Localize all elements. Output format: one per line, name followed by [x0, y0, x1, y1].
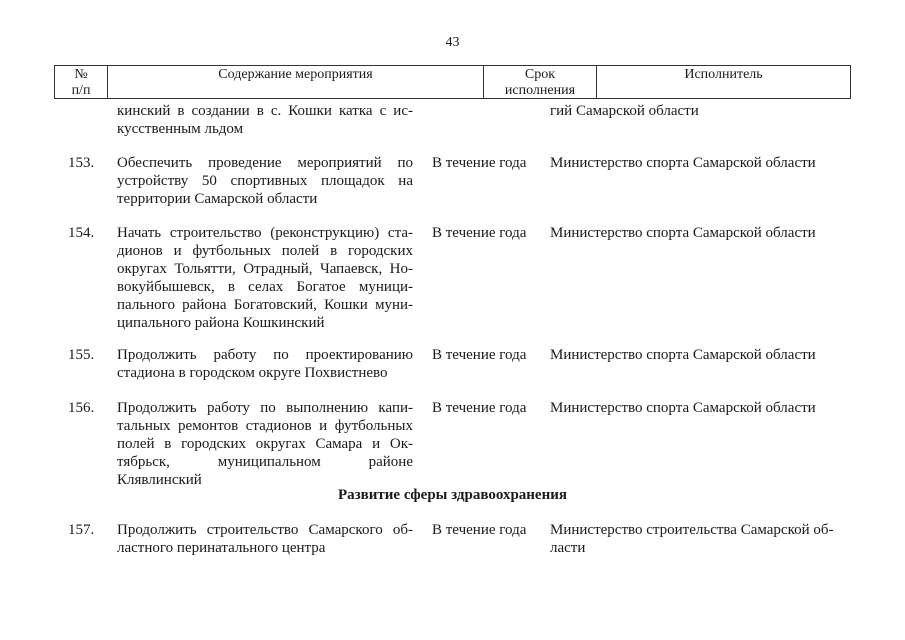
row-number: 157. [68, 522, 95, 538]
text-line: кинский в создании в с. Кошки катка с ис- [117, 103, 413, 119]
header-term-line1: Срок [524, 67, 556, 82]
text-line: Обеспечить проведение мероприятий по [117, 155, 413, 171]
row-number: 153. [68, 155, 95, 171]
row-content [117, 346, 413, 382]
section-title: Развитие сферы здравоохранения [337, 487, 567, 503]
row-content [117, 521, 413, 557]
header-number-line2: п/п [71, 83, 91, 98]
text-line: территории Самарской области [117, 191, 318, 207]
text-line: стадиона в городском округе Похвистнево [117, 365, 388, 381]
text-line: тальных ремонтов стадионов и футбольных [117, 418, 413, 434]
row-content [117, 224, 413, 332]
text-line: Министерство спорта Самарской области [550, 155, 816, 171]
page-number: 43 [445, 35, 460, 50]
row-term: В течение года [432, 225, 527, 241]
text-line: пального района Богатовский, Кошки муни- [117, 297, 413, 313]
header-content: Содержание мероприятия [108, 66, 484, 99]
text-line: Министерство спорта Самарской области [550, 400, 816, 416]
row-executor [550, 521, 850, 557]
text-line: Министерство спорта Самарской области [550, 225, 816, 241]
header-term-line2: исполнения [504, 83, 576, 98]
text-line: Министерство строительства Самарской об- [550, 522, 834, 538]
row-executor [550, 154, 850, 172]
row-number: 156. [68, 400, 95, 416]
text-line: округах Тольятти, Отрадный, Чапаевск, Но- [117, 261, 413, 277]
text-line: устройству 50 спортивных площадок на [117, 173, 413, 189]
table-header [54, 65, 851, 99]
row-term: В течение года [432, 400, 527, 416]
text-line: тябрьск, муниципальном районе Клявлинский [117, 454, 413, 488]
text-line: дионов и футбольных полей в городских [117, 243, 413, 259]
text-line: Продолжить работу по выполнению капи- [117, 400, 413, 416]
row-term: В течение года [432, 522, 527, 538]
header-term [484, 66, 597, 99]
row-executor [550, 224, 850, 242]
row-content [117, 154, 413, 208]
text-line: кусственным льдом [117, 121, 244, 137]
row-term: В течение года [432, 347, 527, 363]
text-line: ласти [550, 540, 586, 556]
text-line: полей в городских округах Самара и Ок- [117, 436, 413, 452]
text-line: Министерство спорта Самарской области [550, 347, 816, 363]
row-content [117, 399, 413, 489]
header-number [55, 66, 108, 99]
row-number: 155. [68, 347, 95, 363]
row-executor [550, 399, 850, 417]
text-line: ластного перинатального центра [117, 540, 326, 556]
text-line: вокуйбышевск, в селах Богатое муници- [117, 279, 413, 295]
text-line: Продолжить строительство Самарского об- [117, 522, 413, 538]
text-line: Начать строительство (реконструкцию) ста- [117, 225, 413, 241]
text-line: гий Самарской области [550, 103, 699, 119]
row-executor [550, 346, 850, 364]
header-number-line1: № [74, 67, 88, 82]
row-number: 154. [68, 225, 95, 241]
row-executor [550, 102, 850, 120]
header-executor: Исполнитель [684, 67, 763, 82]
row-content [117, 102, 413, 138]
text-line: ципального района Кошкинский [117, 315, 325, 331]
text-line: Продолжить работу по проектированию [117, 347, 413, 363]
row-term: В течение года [432, 155, 527, 171]
